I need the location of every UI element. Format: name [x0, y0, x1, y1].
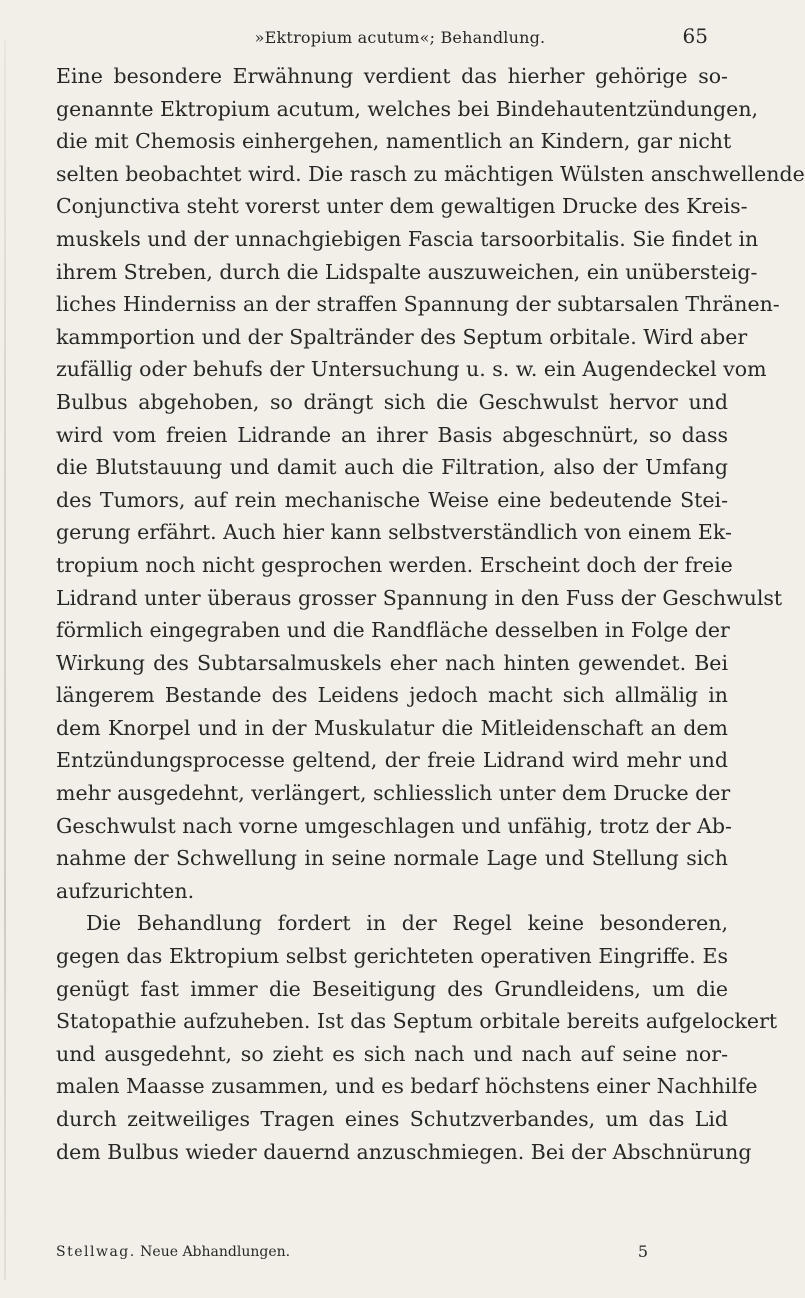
footer-author: Stellwag. [56, 1244, 136, 1260]
text-line: kammportion und der Spaltränder des Septum orbitale. Wird aber [56, 324, 748, 349]
text-line: Bulbus abgehoben, so drängt sich die Geschwulst hervor und [56, 389, 728, 414]
text-line: liches Hinderniss an der straffen Spannung der subtarsalen Thränen- [56, 292, 780, 317]
running-head: »Ektropium acutum«; Behandlung. [254, 28, 546, 47]
page-header [0, 24, 800, 54]
text-line: mehr ausgedehnt, verlängert, schliesslich unter dem Drucke der [56, 781, 731, 806]
text-line: genannte Ektropium acutum, welches bei Bindehautentzündungen, [56, 96, 759, 121]
text-line: Entzündungsprocesse geltend, der freie Lidrand wird mehr und [56, 748, 728, 773]
text-line: und ausgedehnt, so zieht es sich nach und nach auf seine nor- [56, 1041, 728, 1066]
text-line: gegen das Ektropium selbst gerichteten operativen Eingriffe. Es [56, 944, 728, 969]
text-line: förmlich eingegraben und die Randfläche desselben in Folge der [56, 618, 730, 643]
text-line: wird vom freien Lidrande an ihrer Basis abgeschnürt, so dass [56, 422, 728, 447]
text-line: Geschwulst nach vorne umgeschlagen und unfähig, trotz der Ab- [56, 813, 732, 838]
text-line: des Tumors, auf rein mechanische Weise eine bedeutende Stei- [56, 487, 728, 512]
text-line: muskels und der unnachgiebigen Fascia tarsoorbitalis. Sie findet in [56, 226, 759, 251]
text-line-paragraph-start: Die Behandlung fordert in der Regel keine besonderen, [86, 911, 728, 936]
text-line: dem Bulbus wieder dauernd anzuschmiegen. Bei der Abschnürung [56, 1139, 752, 1164]
text-line: genügt fast immer die Beseitigung des Grundleidens, um die [56, 976, 728, 1001]
page-footer [56, 1240, 728, 1264]
text-line: Eine besondere Erwähnung verdient das hierher gehörige so- [56, 64, 728, 88]
footer-series: Neue Abhandlungen. [140, 1244, 291, 1260]
text-line: selten beobachtet wird. Die rasch zu mächtigen Wülsten anschwellende [56, 161, 805, 186]
text-line: ihrem Streben, durch die Lidspalte auszuweichen, ein unübersteig- [56, 259, 758, 284]
text-line: Lidrand unter überaus grosser Spannung in den Fuss der Geschwulst [56, 585, 783, 610]
text-line: tropium noch nicht gesprochen werden. Erscheint doch der freie [56, 552, 733, 577]
text-line: längerem Bestande des Leidens jedoch macht sich allmälig in [56, 683, 728, 708]
text-line: dem Knorpel und in der Muskulatur die Mitleidenschaft an dem [56, 715, 728, 740]
text-line: malen Maasse zusammen, und es bedarf höchstens einer Nachhilfe [56, 1074, 758, 1099]
page-number: 65 [682, 24, 708, 48]
text-line: durch zeitweiliges Tragen eines Schutzverbandes, um das Lid [56, 1107, 728, 1131]
text-line: nahme der Schwellung in seine normale Lage und Stellung sich [56, 846, 728, 871]
text-line-paragraph-end: aufzurichten. [56, 878, 195, 903]
signature-mark: 5 [637, 1242, 648, 1261]
text-line: die Blutstauung und damit auch die Filtration, also der Umfang [56, 455, 728, 480]
text-line: die mit Chemosis einhergehen, namentlich an Kindern, gar nicht [56, 129, 732, 154]
page-edge-shadow [4, 40, 6, 1280]
text-line: Statopathie aufzuheben. Ist das Septum orbitale bereits aufgelockert [56, 1009, 778, 1034]
text-line: gerung erfährt. Auch hier kann selbstverständlich von einem Ek- [56, 520, 732, 545]
text-line: zufällig oder behufs der Untersuchung u. s. w. ein Augendeckel vom [56, 357, 767, 382]
text-line: Conjunctiva steht vorerst unter dem gewaltigen Drucke des Kreis- [56, 194, 748, 219]
text-line: Wirkung des Subtarsalmuskels eher nach hinten gewendet. Bei [56, 650, 728, 675]
body-text [56, 60, 805, 1168]
